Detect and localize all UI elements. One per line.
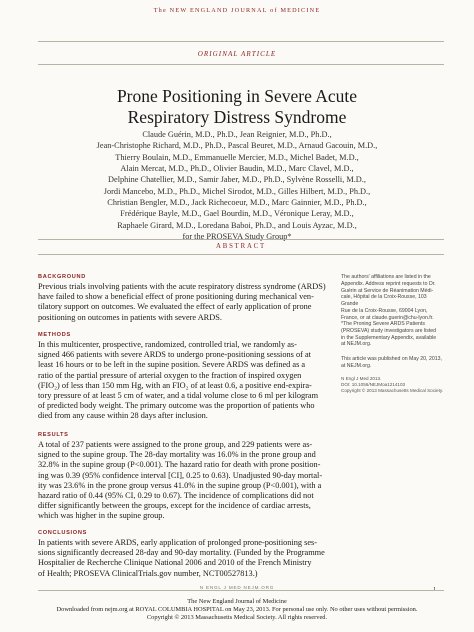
background-heading: BACKGROUND [38,274,87,280]
text-line: 32.8% in the supine group (P<0.001). The hazard ratio for death with prone position- [38,460,321,470]
download-notice [0,598,474,623]
text-line: signed to the supine group. The 28-day mortality was 16.0% in the prone group and [38,450,316,460]
note-line: Copyright © 2013 Massachusetts Medical Society. [341,388,444,394]
author-line: Thierry Boulain, M.D., Emmanuelle Mercier, M.D., Michel Badet, M.D., [115,152,359,162]
title-line: Respiratory Distress Syndrome [127,107,347,127]
text-line: differ significantly between the groups, except for the incidence of cardiac arrests, [38,501,311,511]
notice-line: Copyright © 2013 Massachusetts Medical Society. All rights reserved. [146,614,328,622]
note-line: DOI: 10.1056/NEJMoa1214103 [341,382,406,388]
note-line: *The Proning Severe ARDS Patients [341,321,425,327]
text-line: In patients with severe ARDS, early application of prolonged prone-positioning ses- [38,538,318,547]
text-line: have failed to show a beneficial effect of prone positioning during mechanical ven- [38,292,314,302]
note-line: at NEJM.org. [341,341,372,348]
notice-line: The New England Journal of Medicine [187,598,287,605]
author-line: Alain Mercat, M.D., Ph.D., Olivier Baudin, M.D., Marc Clavel, M.D., [120,164,354,174]
author-list [62,129,412,242]
title-line: Prone Positioning in Severe Acute [116,86,358,106]
header-rule-top [38,41,444,42]
note-line: at NEJM.org. [341,362,372,369]
author-line: Claude Guérin, M.D., Ph.D., Jean Reignier, M.D., Ph.D., [142,130,332,139]
author-line: Jordi Mancebo, M.D., Ph.D., Michel Sirodot, M.D., Gilles Hilbert, M.D., Ph.D., [103,186,371,196]
text-line: died from any cause within 28 days after inclusion. [38,411,208,421]
text-line: tilatory support on outcomes. We evaluated the effect of early application of prone [38,302,312,312]
background-text [38,282,338,323]
author-line: for the PROSEVA Study Group* [182,232,292,242]
author-line: Jean-Christophe Richard, M.D., Ph.D., Pascal Beuret, M.D., Arnaud Gacouin, M.D., [96,141,378,151]
text-line: ity was 23.6% in the prone group versus 41.0% in the supine group (P<0.001), with a [38,480,322,490]
notice-line: Downloaded from nejm.org at ROYAL COLUMBIA HOSPITAL on May 23, 2013. For personal use only. No other uses without permission. [56,606,418,614]
header-rule-bottom [38,64,444,65]
running-footer: N ENGL J MED NEJM.ORG [199,585,275,590]
conclusions-text [38,538,338,579]
author-line: Christian Bengler, M.D., Jack Richecoeur, M.D., Marc Gainnier, M.D., Ph.D., [107,198,367,208]
note-line: in the Supplementary Appendix, available [341,334,437,341]
text-line: In this multicenter, prospective, randomized, controlled trial, we randomly as- [38,340,297,349]
text-line: positioning on outcomes in patients with severe ARDS. [38,312,222,322]
text-line: (FIO₂) of less than 150 mm Hg, with an FIO₂ of at least 0.6, a positive end-expira- [38,380,312,390]
text-line: least 16 hours or to be left in the supine position. Severe ARDS was defined as a [38,360,306,370]
text-line: of Health; PROSEVA ClinicalTrials.gov number, NCT00527813.) [38,568,258,578]
footer-rule [38,590,444,591]
text-line: sions significantly decreased 28-day and 90-day mortality. (Funded by the Programme [38,548,325,558]
note-line: N Engl J Med 2013. [341,376,382,381]
methods-text [38,340,338,422]
text-line: of predicted body weight. The primary outcome was the proportion of patients who [38,401,315,411]
text-line: ing was 0.39 (95% confidence interval [CI], 0.25 to 0.63). Unadjusted 90-day mortal- [38,470,323,480]
journal-name: The NEW ENGLAND JOURNAL of MEDICINE [153,7,321,14]
note-line: cale, Hôpital de la Croix-Rousse, 103 Grande [341,294,427,308]
article-title [0,86,474,128]
conclusions-heading: CONCLUSIONS [38,530,88,536]
text-line: signed 466 patients with severe ARDS to undergo prone-positioning sessions of at [38,350,311,360]
results-text [38,440,338,522]
article-type: ORIGINAL ARTICLE [197,50,277,58]
text-line: hazard ratio of 0.44 (95% CI, 0.29 to 0.67). The incidence of complications did not [38,491,314,501]
note-line: Guérin at Service de Réanimation Médi- [341,287,434,294]
note-line: Appendix. Address reprint requests to Dr. [341,280,436,287]
text-line: tory pressure of at least 5 cm of water, and a tidal volume close to 6 ml per kilogram [38,391,319,401]
abstract-label: ABSTRACT [216,243,266,250]
note-line: This article was published on May 20, 2013, [341,356,442,362]
author-line: Frédérique Bayle, M.D., Gael Bourdin, M.D., Véronique Leray, M.D., [120,209,354,219]
note-line: France, or at claude.guerin@chu-lyon.fr. [341,314,434,321]
text-line: Previous trials involving patients with the acute respiratory distress syndrome (ARDS) [38,282,326,291]
text-line: Hospitalier de Recherche Clinique National 2006 and 2010 of the French Ministry [38,558,312,568]
note-line: (PROSEVA) study investigators are listed [341,327,437,334]
citation-note [341,376,445,395]
page-number: 1 [433,586,437,593]
publication-note [341,356,445,370]
note-line: The authors' affiliations are listed in the [341,274,431,280]
methods-heading: METHODS [38,332,71,338]
study-group-note [341,321,445,348]
results-heading: RESULTS [38,432,69,438]
text-line: ratio of the partial pressure of arterial oxygen to the fraction of inspired oxygen [38,370,302,380]
text-line: which was higher in the supine group. [38,511,165,521]
note-line: Rue de la Croix-Rousse, 69004 Lyon, [341,307,428,314]
author-line: Delphine Chatellier, M.D., Samir Jaber, M.D., Ph.D., Sylvène Rosselli, M.D., [108,175,366,185]
author-line: Raphaele Girard, M.D., Loredana Baboi, Ph.D., and Louis Ayzac, M.D., [117,220,357,230]
text-line: A total of 237 patients were assigned to the prone group, and 229 patients were as- [38,440,313,449]
affiliation-note [341,274,445,322]
